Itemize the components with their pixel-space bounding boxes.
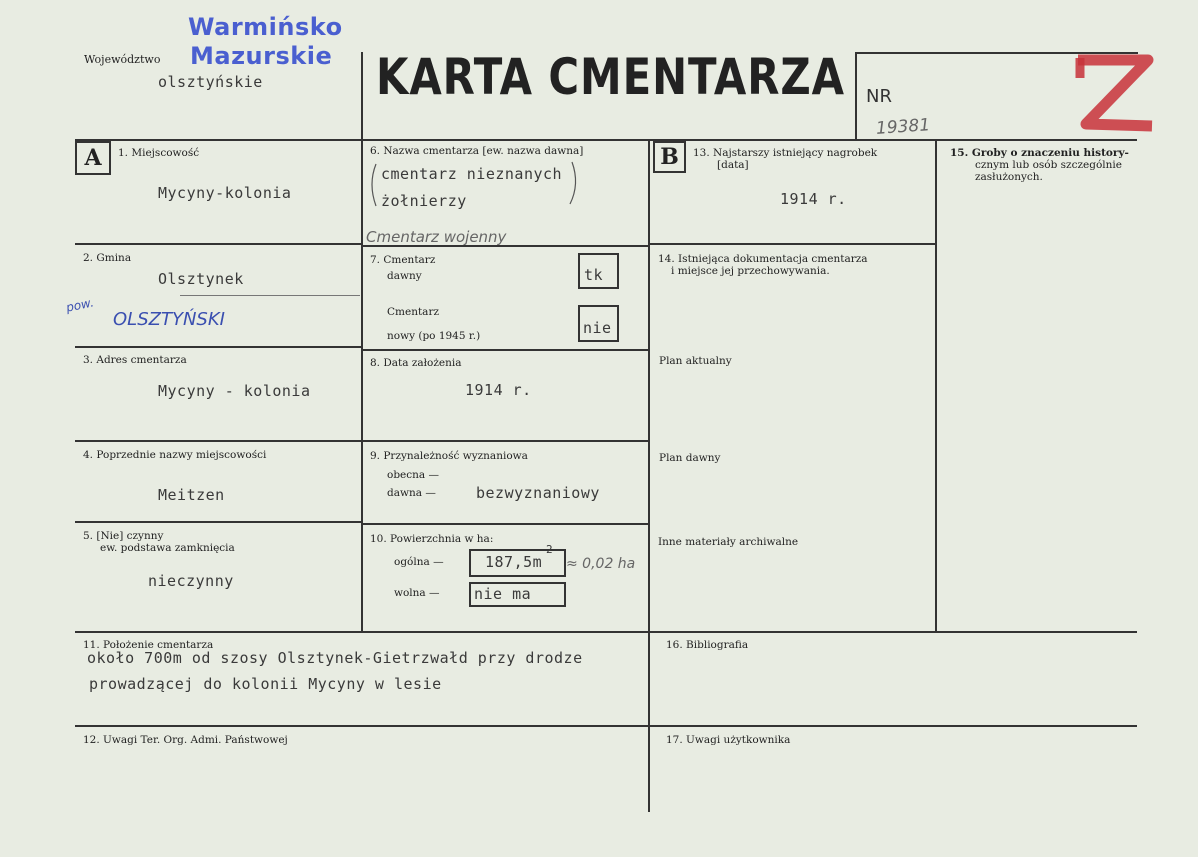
record-number: 19381	[875, 115, 931, 139]
field-7-nowy-value: nie	[583, 319, 612, 337]
field-15-label-3: zasłużonych.	[975, 171, 1043, 183]
field-4-label: 4. Poprzednie nazwy miejscowości	[83, 449, 267, 461]
field-15-label-1: 15. Groby o znaczeniu history-	[950, 147, 1129, 159]
field-7-dawny-value: tk	[584, 266, 604, 284]
field-8-label: 8. Data założenia	[370, 357, 462, 369]
field-9-dawna: dawna —	[387, 487, 436, 499]
field-10-ogolna-sup: 2	[546, 543, 554, 556]
field-13-value: 1914 r.	[780, 190, 847, 208]
field-5-label-2: ew. podstawa zamknięcia	[100, 542, 235, 554]
field-10-ogolna-value: 187,5m	[485, 553, 543, 571]
field-2-label: 2. Gmina	[83, 252, 132, 264]
field-2-value: Olsztynek	[158, 270, 244, 288]
field-11-label: 11. Położenie cmentarza	[83, 639, 214, 651]
field-7-label-3: Cmentarz	[387, 306, 439, 318]
plan-current-label: Plan aktualny	[659, 355, 732, 367]
field-11-line-2: prowadzącej do kolonii Mycyny w lesie	[89, 675, 442, 693]
field-10-ogolna-note: ≈ 0,02 ha	[566, 556, 636, 572]
field-6-label: 6. Nazwa cmentarza [ew. nazwa dawna]	[370, 145, 584, 157]
field-3-value: Mycyny - kolonia	[158, 382, 311, 400]
field-1-value: Mycyny-kolonia	[158, 184, 292, 202]
field-7-label-1: 7. Cmentarz	[370, 254, 436, 266]
region-stamp-line1: Warmińsko	[188, 13, 343, 41]
field-6-value-line2: żołnierzy	[381, 192, 467, 210]
voivodeship-label: Województwo	[84, 53, 161, 66]
field-10-ogolna: ogólna —	[394, 556, 444, 568]
field-9-obecna: obecna —	[387, 469, 439, 481]
field-13-label-2: [data]	[717, 159, 749, 171]
field-4-value: Meitzen	[158, 486, 225, 504]
field-6-value-line1: cmentarz nieznanych	[381, 165, 563, 183]
field-16-label: 16. Bibliografia	[666, 639, 749, 651]
field-5-value: nieczynny	[148, 572, 234, 590]
field-2-note: OLSZTYŃSKI	[113, 309, 225, 330]
field-8-value: 1914 r.	[465, 381, 532, 399]
field-10-wolna-value: nie ma	[474, 585, 532, 603]
field-11-line-1: około 700m od szosy Olsztynek-Gietrzwałd przy drodze	[87, 649, 583, 667]
archival-materials-label: Inne materiały archiwalne	[658, 536, 799, 548]
field-5-label-1: 5. [Nie] czynny	[83, 530, 164, 542]
field-9-value: bezwyznaniowy	[476, 484, 600, 502]
field-7-label-4: nowy (po 1945 r.)	[387, 330, 481, 342]
field-6-pencil-note: Cmentarz wojenny	[366, 228, 507, 246]
section-b-marker: B	[653, 141, 686, 173]
field-10-label: 10. Powierzchnia w ha:	[370, 533, 494, 545]
section-a-marker: A	[75, 141, 111, 175]
field-10-wolna: wolna —	[394, 587, 440, 599]
field-17-label: 17. Uwagi użytkownika	[666, 734, 791, 746]
field-1-label: 1. Miejscowość	[118, 147, 200, 159]
field-15-label-2: cznym lub osób szczególnie	[975, 159, 1122, 171]
bracket-marks-icon	[366, 160, 586, 216]
plan-old-label: Plan dawny	[659, 452, 721, 464]
field-12-label: 12. Uwagi Ter. Org. Admi. Państwowej	[83, 734, 288, 746]
field-9-label: 9. Przynależność wyznaniowa	[370, 450, 528, 462]
field-3-label: 3. Adres cmentarza	[83, 354, 187, 366]
field-14-label-1: 14. Istniejąca dokumentacja cmentarza	[658, 253, 868, 265]
region-stamp-line2: Mazurskie	[190, 42, 333, 70]
field-7-label-2: dawny	[387, 270, 422, 282]
field-2-note-prefix: pow.	[64, 295, 95, 315]
red-z-mark-icon	[1068, 52, 1158, 144]
nr-label: NR	[866, 86, 892, 107]
card-title: KARTA CMENTARZA	[376, 48, 845, 106]
field-13-label-1: 13. Najstarszy istniejący nagrobek	[693, 147, 878, 159]
field-14-label-2: i miejsce jej przechowywania.	[671, 265, 830, 277]
voivodeship-value: olsztyńskie	[158, 73, 263, 91]
